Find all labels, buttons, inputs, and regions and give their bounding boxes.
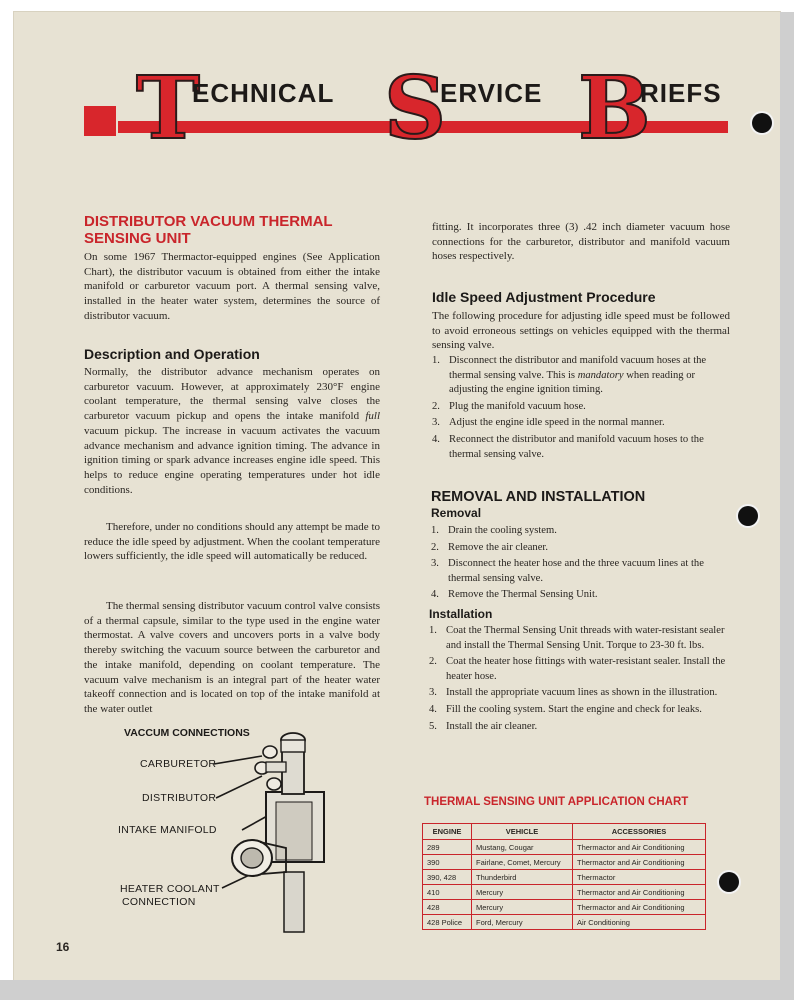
application-chart-title: THERMAL SENSING UNIT APPLICATION CHART bbox=[424, 796, 689, 808]
description-paragraph-1: Normally, the distributor advance mechanism operates on carburetor vacuum. However, at approximately 230°F engine coolant temperature, the thermal sensing valve closes the carburetor vacuum pickup and opens the intake manifold full vacuum pickup. The increase in vacuum activates the vacuum advance mechanism and advance ignition timing. The advance in ignition timing or spark advance increases engine idle speed. This helps to reduce engine operating temperatures under hot idle conditions. bbox=[84, 366, 380, 496]
description-paragraph-3: The thermal sensing distributor vacuum control valve consists of a thermal capsule, similar to the type used in the engine water thermostat. A valve covers and uncovers ports in a valve body thereby switching the vacuum source between the carburetor and the intake manifold, depending on coolant temperature. The vacuum valve mechanism is an integral part of the heater water takeoff connection and is located on top of the intake manifold at the water outlet bbox=[84, 600, 380, 715]
removal-step-4: 4. Remove the Thermal Sensing Unit. bbox=[431, 589, 598, 601]
install-step-3: 3. Install the appropriate vacuum lines as shown in the illustration. bbox=[429, 687, 718, 699]
header-engine: ENGINE bbox=[423, 824, 472, 840]
thermal-sensing-unit-illustration bbox=[200, 722, 340, 942]
label-intake-manifold: INTAKE MANIFOLD bbox=[118, 824, 217, 836]
table-row bbox=[423, 915, 706, 930]
label-connection: CONNECTION bbox=[122, 896, 196, 908]
cell-vehicle: Thunderbird bbox=[472, 870, 573, 885]
table-row bbox=[423, 885, 706, 900]
description-heading: Description and Operation bbox=[84, 346, 260, 362]
install-step-2: 2. Coat the heater hose fittings with water-resistant sealer. Install the heater hose. bbox=[429, 656, 726, 682]
intro-paragraph: On some 1967 Thermactor-equipped engines (See Application Chart), the distributor vacuum is obtained from either the intake manifold or carburetor vacuum port. A thermal sensing valve, installed in the heater water system, determines the source of distributor vacuum. bbox=[84, 251, 380, 322]
cell-accessories: Air Conditioning bbox=[573, 915, 706, 930]
binder-hole-bottom bbox=[719, 872, 739, 892]
idle-speed-intro: The following procedure for adjusting idle speed must be followed to avoid erroneous settings on vehicles equipped with the thermal sensing valve. bbox=[432, 310, 730, 352]
article-title: DISTRIBUTOR VACUUM THERMAL SENSING UNIT bbox=[84, 213, 333, 247]
cell-engine: 428 bbox=[423, 900, 472, 915]
idle-step-2: 2. Plug the manifold vacuum hose. bbox=[432, 400, 586, 412]
scan-border-bottom bbox=[0, 980, 794, 1000]
cell-accessories: Thermactor and Air Conditioning bbox=[573, 840, 706, 855]
binder-hole-top bbox=[752, 113, 772, 133]
idle-step-3: 3. Adjust the engine idle speed in the normal manner. bbox=[432, 417, 665, 429]
cell-engine: 289 bbox=[423, 840, 472, 855]
masthead-letter-s: S bbox=[384, 58, 447, 159]
cell-vehicle: Fairlane, Comet, Mercury bbox=[472, 855, 573, 870]
installation-steps bbox=[429, 624, 727, 736]
masthead-word-briefs: RIEFS bbox=[640, 78, 722, 108]
masthead-word-technical: ECHNICAL bbox=[192, 78, 335, 108]
cell-vehicle: Mercury bbox=[472, 885, 573, 900]
install-step-1: 1. Coat the Thermal Sensing Unit threads with water-resistant sealer and install the Thermal Sensing Unit. Torque to 23-30 ft. lbs. bbox=[429, 625, 725, 651]
cell-engine: 390 bbox=[423, 855, 472, 870]
header-vehicle: VEHICLE bbox=[472, 824, 573, 840]
label-carburetor: CARBURETOR bbox=[140, 758, 217, 770]
cell-accessories: Thermactor and Air Conditioning bbox=[573, 885, 706, 900]
idle-step-4: 4. Reconnect the distributor and manifold vacuum hoses to the thermal sensing valve. bbox=[432, 433, 704, 460]
label-distributor: DISTRIBUTOR bbox=[142, 792, 217, 804]
idle-step-1: 1. Disconnect the distributor and manifold vacuum hoses at the thermal sensing valve. This is mandatory when reading or adjusting the engine ignition timing. bbox=[432, 355, 707, 396]
removal-subheading: Removal bbox=[431, 506, 482, 520]
cell-vehicle: Mercury bbox=[472, 900, 573, 915]
cell-engine: 428 Police bbox=[423, 915, 472, 930]
cell-accessories: Thermactor bbox=[573, 870, 706, 885]
masthead-square bbox=[84, 106, 116, 136]
table-row bbox=[423, 900, 706, 915]
table-row bbox=[423, 840, 706, 855]
continued-paragraph: fitting. It incorporates three (3) .42 inch diameter vacuum hose connections for the carburetor, distributor and manifold vacuum hoses respectively. bbox=[432, 221, 730, 263]
cell-accessories: Thermactor and Air Conditioning bbox=[573, 855, 706, 870]
cell-engine: 390, 428 bbox=[423, 870, 472, 885]
label-heater-coolant: HEATER COOLANT bbox=[120, 883, 220, 895]
table-row bbox=[423, 855, 706, 870]
page-number: 16 bbox=[56, 940, 70, 954]
install-step-5: 5. Install the air cleaner. bbox=[429, 720, 538, 732]
scan-border-right bbox=[780, 12, 794, 1000]
masthead-letter-t: T bbox=[136, 58, 200, 159]
removal-installation-heading: REMOVAL AND INSTALLATION bbox=[431, 489, 646, 505]
install-step-4: 4. Fill the cooling system. Start the engine and check for leaks. bbox=[429, 703, 702, 715]
table-header-row bbox=[423, 824, 706, 840]
header-accessories: ACCESSORIES bbox=[573, 824, 706, 840]
removal-step-2: 2. Remove the air cleaner. bbox=[431, 541, 549, 553]
cell-accessories: Thermactor and Air Conditioning bbox=[573, 900, 706, 915]
removal-steps bbox=[431, 524, 729, 605]
removal-step-3: 3. Disconnect the heater hose and the three vacuum lines at the thermal sensing valve. bbox=[431, 558, 704, 584]
description-paragraph-2: Therefore, under no conditions should any attempt be made to reduce the idle speed by adjustment. When the coolant temperature lowers sufficiently, the idle speed will automatically be reduced. bbox=[84, 521, 380, 563]
cell-engine: 410 bbox=[423, 885, 472, 900]
idle-speed-steps bbox=[432, 354, 730, 464]
cell-vehicle: Ford, Mercury bbox=[472, 915, 573, 930]
application-chart-table bbox=[422, 823, 706, 930]
binder-hole-middle bbox=[738, 506, 758, 526]
removal-step-1: 1. Drain the cooling system. bbox=[431, 525, 557, 536]
installation-subheading: Installation bbox=[429, 607, 493, 621]
masthead-word-service: ERVICE bbox=[440, 78, 543, 108]
table-row bbox=[423, 870, 706, 885]
cell-vehicle: Mustang, Cougar bbox=[472, 840, 573, 855]
masthead-letter-b: B bbox=[578, 58, 651, 159]
idle-speed-heading: Idle Speed Adjustment Procedure bbox=[432, 289, 656, 305]
diagram-title: VACCUM CONNECTIONS bbox=[124, 727, 250, 739]
